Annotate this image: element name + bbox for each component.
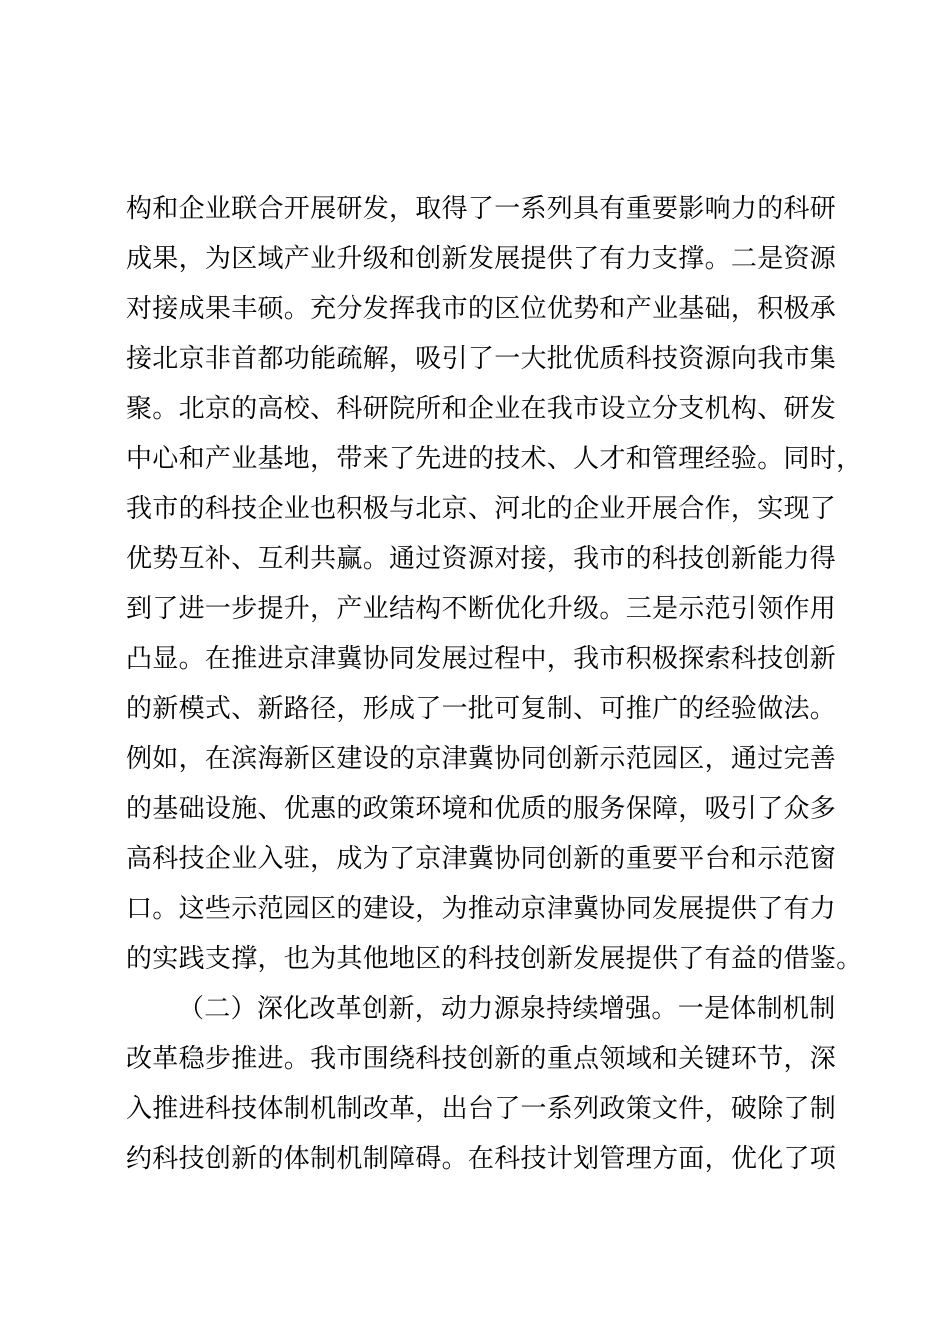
section-heading-line: （二）深化改革创新，动力源泉持续增强。一是体制机制 (178, 994, 836, 1024)
text-line: 我市的科技企业也积极与北京、河北的企业开展合作，实现了 (126, 494, 837, 524)
text-line: 构和企业联合开展研发，取得了一系列具有重要影响力的科研 (126, 194, 837, 224)
text-line: 优势互补、互利共赢。通过资源对接，我市的科技创新能力得 (126, 544, 837, 574)
text-line: 的新模式、新路径，形成了一批可复制、可推广的经验做法。 (126, 694, 837, 724)
body-text (126, 184, 863, 1184)
text-line: 的基础设施、优惠的政策环境和优质的服务保障，吸引了众多 (126, 794, 837, 824)
text-line: 成果，为区域产业升级和创新发展提供了有力支撑。二是资源 (126, 244, 837, 274)
text-line: 入推进科技体制机制改革，出台了一系列政策文件，破除了制 (126, 1094, 837, 1124)
text-line: 中心和产业基地，带来了先进的技术、人才和管理经验。同时， (126, 444, 863, 474)
text-line: 例如，在滨海新区建设的京津冀协同创新示范园区，通过完善 (126, 744, 837, 774)
text-line: 高科技企业入驻，成为了京津冀协同创新的重要平台和示范窗 (126, 844, 837, 874)
text-line: 约科技创新的体制机制障碍。在科技计划管理方面，优化了项 (126, 1144, 837, 1174)
text-line: 聚。北京的高校、科研院所和企业在我市设立分支机构、研发 (126, 394, 837, 424)
text-line: 对接成果丰硕。充分发挥我市的区位优势和产业基础，积极承 (126, 294, 837, 324)
text-line: 到了进一步提升，产业结构不断优化升级。三是示范引领作用 (126, 594, 837, 624)
text-line: 凸显。在推进京津冀协同发展过程中，我市积极探索科技创新 (126, 644, 837, 674)
text-line: 改革稳步推进。我市围绕科技创新的重点领域和关键环节，深 (126, 1044, 837, 1074)
text-line: 口。这些示范园区的建设，为推动京津冀协同发展提供了有力 (126, 894, 837, 924)
text-line: 接北京非首都功能疏解，吸引了一大批优质科技资源向我市集 (126, 344, 837, 374)
text-line: 的实践支撑，也为其他地区的科技创新发展提供了有益的借鉴。 (126, 944, 863, 974)
